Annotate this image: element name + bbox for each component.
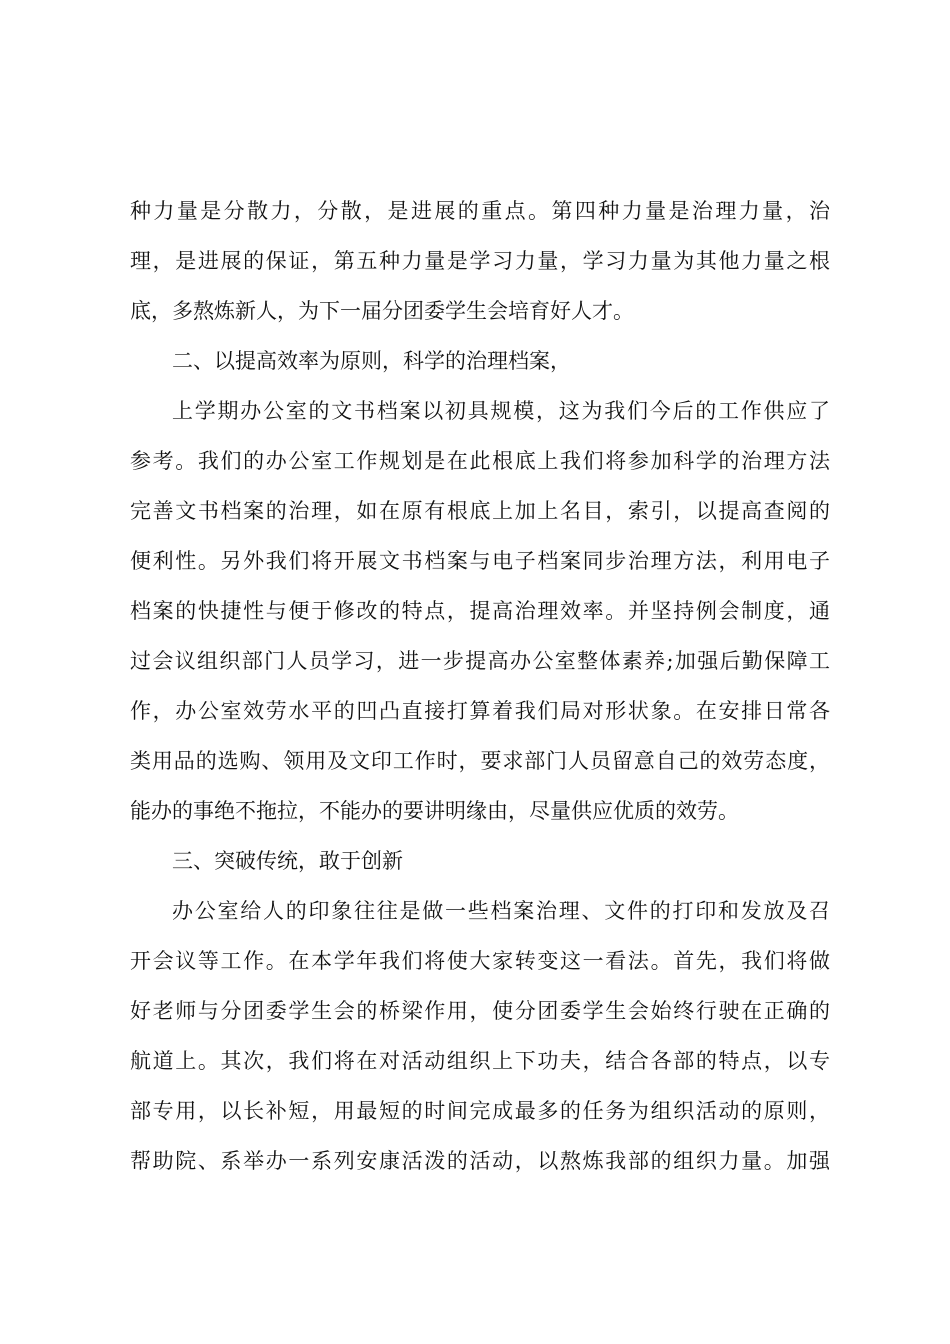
text-line: 开会议等工作。在本学年我们将使大家转变这一看法。首先，我们将做 bbox=[130, 949, 830, 973]
paragraph-innovation bbox=[130, 886, 830, 1186]
text-line: 类用品的选购、领用及文印工作时，要求部门人员留意自己的效劳态度， bbox=[130, 749, 830, 773]
section-heading-3 bbox=[130, 836, 830, 886]
paragraph-archives bbox=[130, 386, 830, 836]
text-line: 底，多熬炼新人，为下一届分团委学生会培育好人才。 bbox=[130, 299, 634, 323]
paragraph-continuation bbox=[130, 186, 830, 336]
heading-line: 二、以提高效率为原则，科学的治理档案， bbox=[172, 349, 571, 373]
text-line: 办公室给人的印象往往是做一些档案治理、文件的打印和发放及召 bbox=[172, 899, 830, 923]
text-line: 种力量是分散力，分散，是进展的重点。第四种力量是治理力量，治 bbox=[130, 199, 830, 223]
text-line: 部专用，以长补短，用最短的时间完成最多的任务为组织活动的原则， bbox=[130, 1099, 830, 1123]
text-line: 参考。我们的办公室工作规划是在此根底上我们将参加科学的治理方法 bbox=[130, 449, 830, 473]
text-line: 帮助院、系举办一系列安康活泼的活动，以熬炼我部的组织力量。加强 bbox=[130, 1149, 830, 1173]
text-line: 作，办公室效劳水平的凹凸直接打算着我们局对形状象。在安排日常各 bbox=[130, 699, 830, 723]
text-line: 航道上。其次，我们将在对活动组织上下功夫，结合各部的特点，以专 bbox=[130, 1049, 830, 1073]
text-line: 理，是进展的保证，第五种力量是学习力量，学习力量为其他力量之根 bbox=[130, 249, 830, 273]
text-line: 能办的事绝不拖拉，不能办的要讲明缘由，尽量供应优质的效劳。 bbox=[130, 799, 739, 823]
text-line: 便利性。另外我们将开展文书档案与电子档案同步治理方法，利用电子 bbox=[130, 549, 830, 573]
text-line: 过会议组织部门人员学习，进一步提高办公室整体素养;加强后勤保障工 bbox=[130, 649, 830, 673]
heading-line: 三、突破传统，敢于创新 bbox=[172, 849, 403, 873]
section-heading-2 bbox=[130, 336, 830, 386]
text-line: 完善文书档案的治理，如在原有根底上加上名目，索引，以提高查阅的 bbox=[130, 499, 830, 523]
text-line: 档案的快捷性与便于修改的特点，提高治理效率。并坚持例会制度，通 bbox=[130, 599, 830, 623]
text-line: 好老师与分团委学生会的桥梁作用，使分团委学生会始终行驶在正确的 bbox=[130, 999, 830, 1023]
text-line: 上学期办公室的文书档案以初具规模，这为我们今后的工作供应了 bbox=[172, 399, 830, 423]
document-body bbox=[130, 186, 830, 1186]
